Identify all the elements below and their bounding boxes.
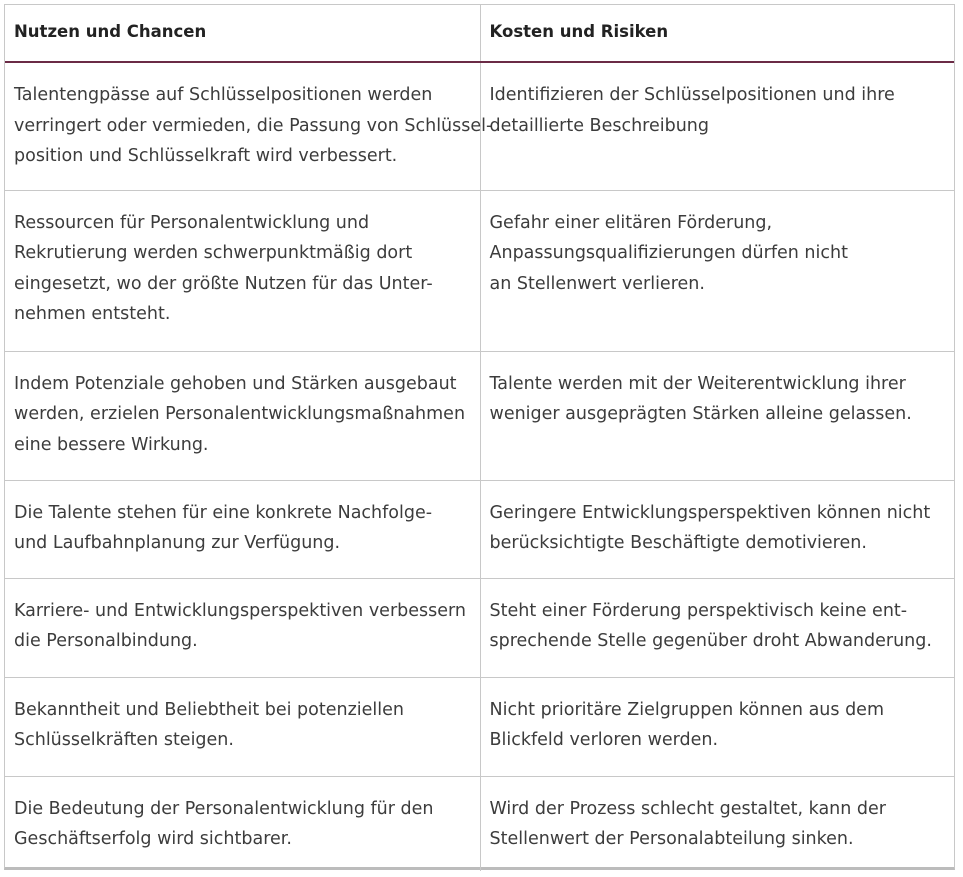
cell-text-line: Nicht prioritäre Zielgruppen können aus dem — [489, 699, 884, 720]
cell-text-line: nehmen entsteht. — [14, 304, 171, 324]
header-kosten-und-risiken: Kosten und Risiken — [480, 5, 954, 62]
cell-text-line: an Stellenwert verlieren. — [489, 273, 705, 294]
cell-text-line: Karriere- und Entwicklungsperspektiven verbessern — [14, 600, 466, 621]
cell-text-line: und Laufbahnplanung zur Verfügung. — [14, 533, 341, 553]
cell-text-line: Ressourcen für Personalentwicklung und — [14, 212, 370, 233]
table-row — [5, 776, 954, 871]
cell-text-line: Bekanntheit und Beliebtheit bei potenziellen — [14, 699, 404, 720]
cell-kosten — [480, 351, 954, 480]
cell-text-line: werden, erzielen Personalentwicklungsmaßnahmen — [14, 404, 466, 424]
cell-nutzen — [5, 62, 493, 190]
cell-text-line: Stellenwert der Personalabteilung sinken. — [489, 829, 854, 849]
table-row — [5, 62, 954, 190]
cell-kosten — [480, 190, 954, 351]
cell-text-line: berücksichtigte Beschäftigte demotivieren. — [489, 533, 867, 553]
cell-nutzen — [5, 351, 480, 480]
cell-text-line: Anpassungsqualifizierungen dürfen nicht — [489, 243, 848, 263]
table-row — [5, 677, 954, 776]
cell-nutzen — [5, 677, 480, 776]
cell-text-line: Gefahr einer elitären Förderung, — [489, 212, 773, 233]
cell-text-line: eine bessere Wirkung. — [14, 434, 209, 455]
cell-text-line: Identifizieren der Schlüsselpositionen und ihre — [489, 85, 895, 105]
cell-text-line: Talente werden mit der Weiterentwicklung ihrer — [489, 373, 906, 394]
cell-text-line: Talentengpässe auf Schlüsselpositionen werden — [14, 85, 433, 105]
cell-text-line: Geringere Entwicklungsperspektiven können nicht — [489, 502, 931, 523]
cell-text-line: verringert oder vermieden, die Passung von Schlüssel- — [14, 115, 493, 136]
cell-nutzen — [5, 190, 480, 351]
cell-kosten — [480, 480, 954, 578]
header-row — [5, 5, 954, 62]
table — [5, 5, 954, 871]
cell-text-line: detaillierte Beschreibung — [489, 115, 710, 136]
cell-text-line: sprechende Stelle gegenüber droht Abwanderung. — [489, 631, 932, 651]
table-row — [5, 578, 954, 677]
header-nutzen-und-chancen: Nutzen und Chancen — [5, 5, 480, 62]
cell-kosten — [480, 776, 954, 871]
cell-text-line: eingesetzt, wo der größte Nutzen für das Unter- — [14, 273, 433, 294]
cell-nutzen — [5, 776, 480, 871]
comparison-table — [4, 4, 955, 870]
cell-text-line: Rekrutierung werden schwerpunktmäßig dort — [14, 243, 413, 263]
cell-text-line: Geschäftserfolg wird sichtbarer. — [14, 829, 292, 849]
cell-nutzen — [5, 578, 480, 677]
cell-nutzen — [5, 480, 480, 578]
cell-kosten — [480, 578, 954, 677]
cell-text-line: Indem Potenziale gehoben und Stärken ausgebaut — [14, 373, 457, 394]
cell-text-line: Schlüsselkräften steigen. — [14, 730, 234, 750]
cell-kosten — [480, 677, 954, 776]
table-row — [5, 480, 954, 578]
cell-text-line: position und Schlüsselkraft wird verbessert. — [14, 146, 398, 166]
table-row — [5, 351, 954, 480]
cell-text-line: weniger ausgeprägten Stärken alleine gelassen. — [489, 404, 912, 424]
cell-text-line: Die Talente stehen für eine konkrete Nachfolge- — [14, 502, 433, 523]
cell-kosten — [480, 62, 954, 190]
cell-text-line: Blickfeld verloren werden. — [489, 730, 719, 750]
cell-text-line: Steht einer Förderung perspektivisch keine ent- — [489, 600, 908, 621]
cell-text-line: Wird der Prozess schlecht gestaltet, kann der — [489, 798, 887, 819]
cell-text-line: die Personalbindung. — [14, 631, 198, 651]
cell-text-line: Die Bedeutung der Personalentwicklung für den — [14, 798, 434, 819]
table-row — [5, 190, 954, 351]
